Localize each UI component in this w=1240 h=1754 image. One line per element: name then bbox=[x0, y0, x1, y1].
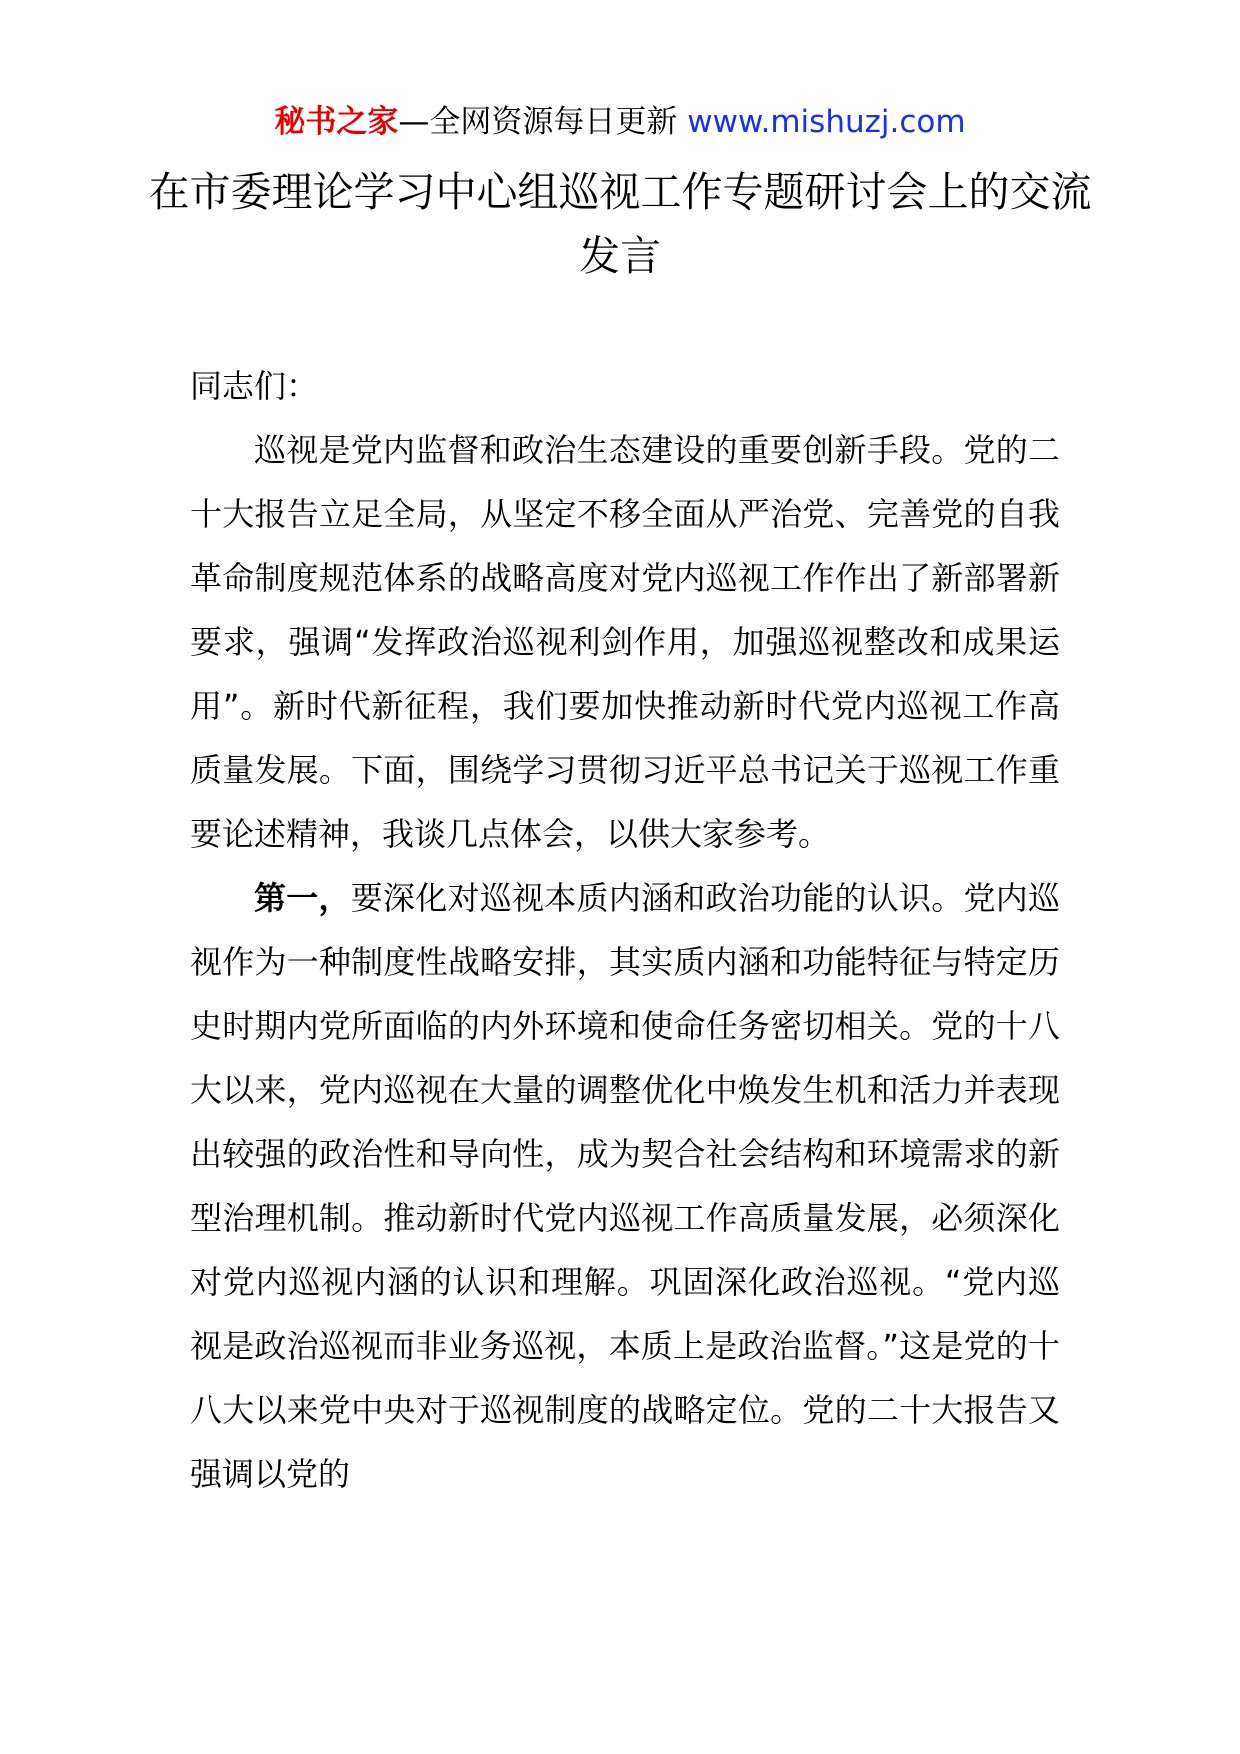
paragraph-lead: 第一， bbox=[254, 879, 351, 917]
paragraph-intro: 巡视是党内监督和政治生态建设的重要创新手段。党的二十大报告立足全局，从坚定不移全面从严治党、完善党的自我革命制度规范体系的战略高度对党内巡视工作作出了新部署新要求，强调“发挥政治巡视利剑作用，加强巡视整改和成果运用”。新时代新征程，我们要加快推动新时代党内巡视工作高质量发展。下面，围绕学习贯彻习近平总书记关于巡视工作重要论述精神，我谈几点体会，以供大家参考。 bbox=[190, 431, 1060, 853]
site-url-link[interactable]: www.mishuzj.com bbox=[687, 104, 966, 140]
document-title: 在市委理论学习中心组巡视工作专题研讨会上的交流发言 bbox=[148, 168, 1092, 280]
paragraph-first-point-text: 要深化对巡视本质内涵和政治功能的认识。党内巡视作为一种制度性战略安排，其实质内涵和功能特征与特定历史时期内党所面临的内外环境和使命任务密切相关。党的十八大以来，党内巡视在大量的调整优化中焕发生机和活力并表现出较强的政治性和导向性，成为契合社会结构和环境需求的新型治理机制。推动新时代党内巡视工作高质量发展，必须深化对党内巡视内涵的认识和理解。巩固深化政治巡视。“党内巡视是政治巡视而非业务巡视，本质上是政治监督。”这是党的十八大以来党中央对于巡视制度的战略定位。党的二十大报告又强调以党的 bbox=[190, 879, 1060, 1493]
site-header bbox=[0, 100, 1240, 144]
salutation: 同志们： bbox=[190, 367, 319, 405]
brand-name: 秘书之家 bbox=[274, 104, 399, 140]
paragraph-first-point bbox=[190, 866, 1060, 1506]
document-body bbox=[190, 354, 1060, 1506]
header-tagline: —全网资源每日更新 bbox=[398, 104, 688, 140]
